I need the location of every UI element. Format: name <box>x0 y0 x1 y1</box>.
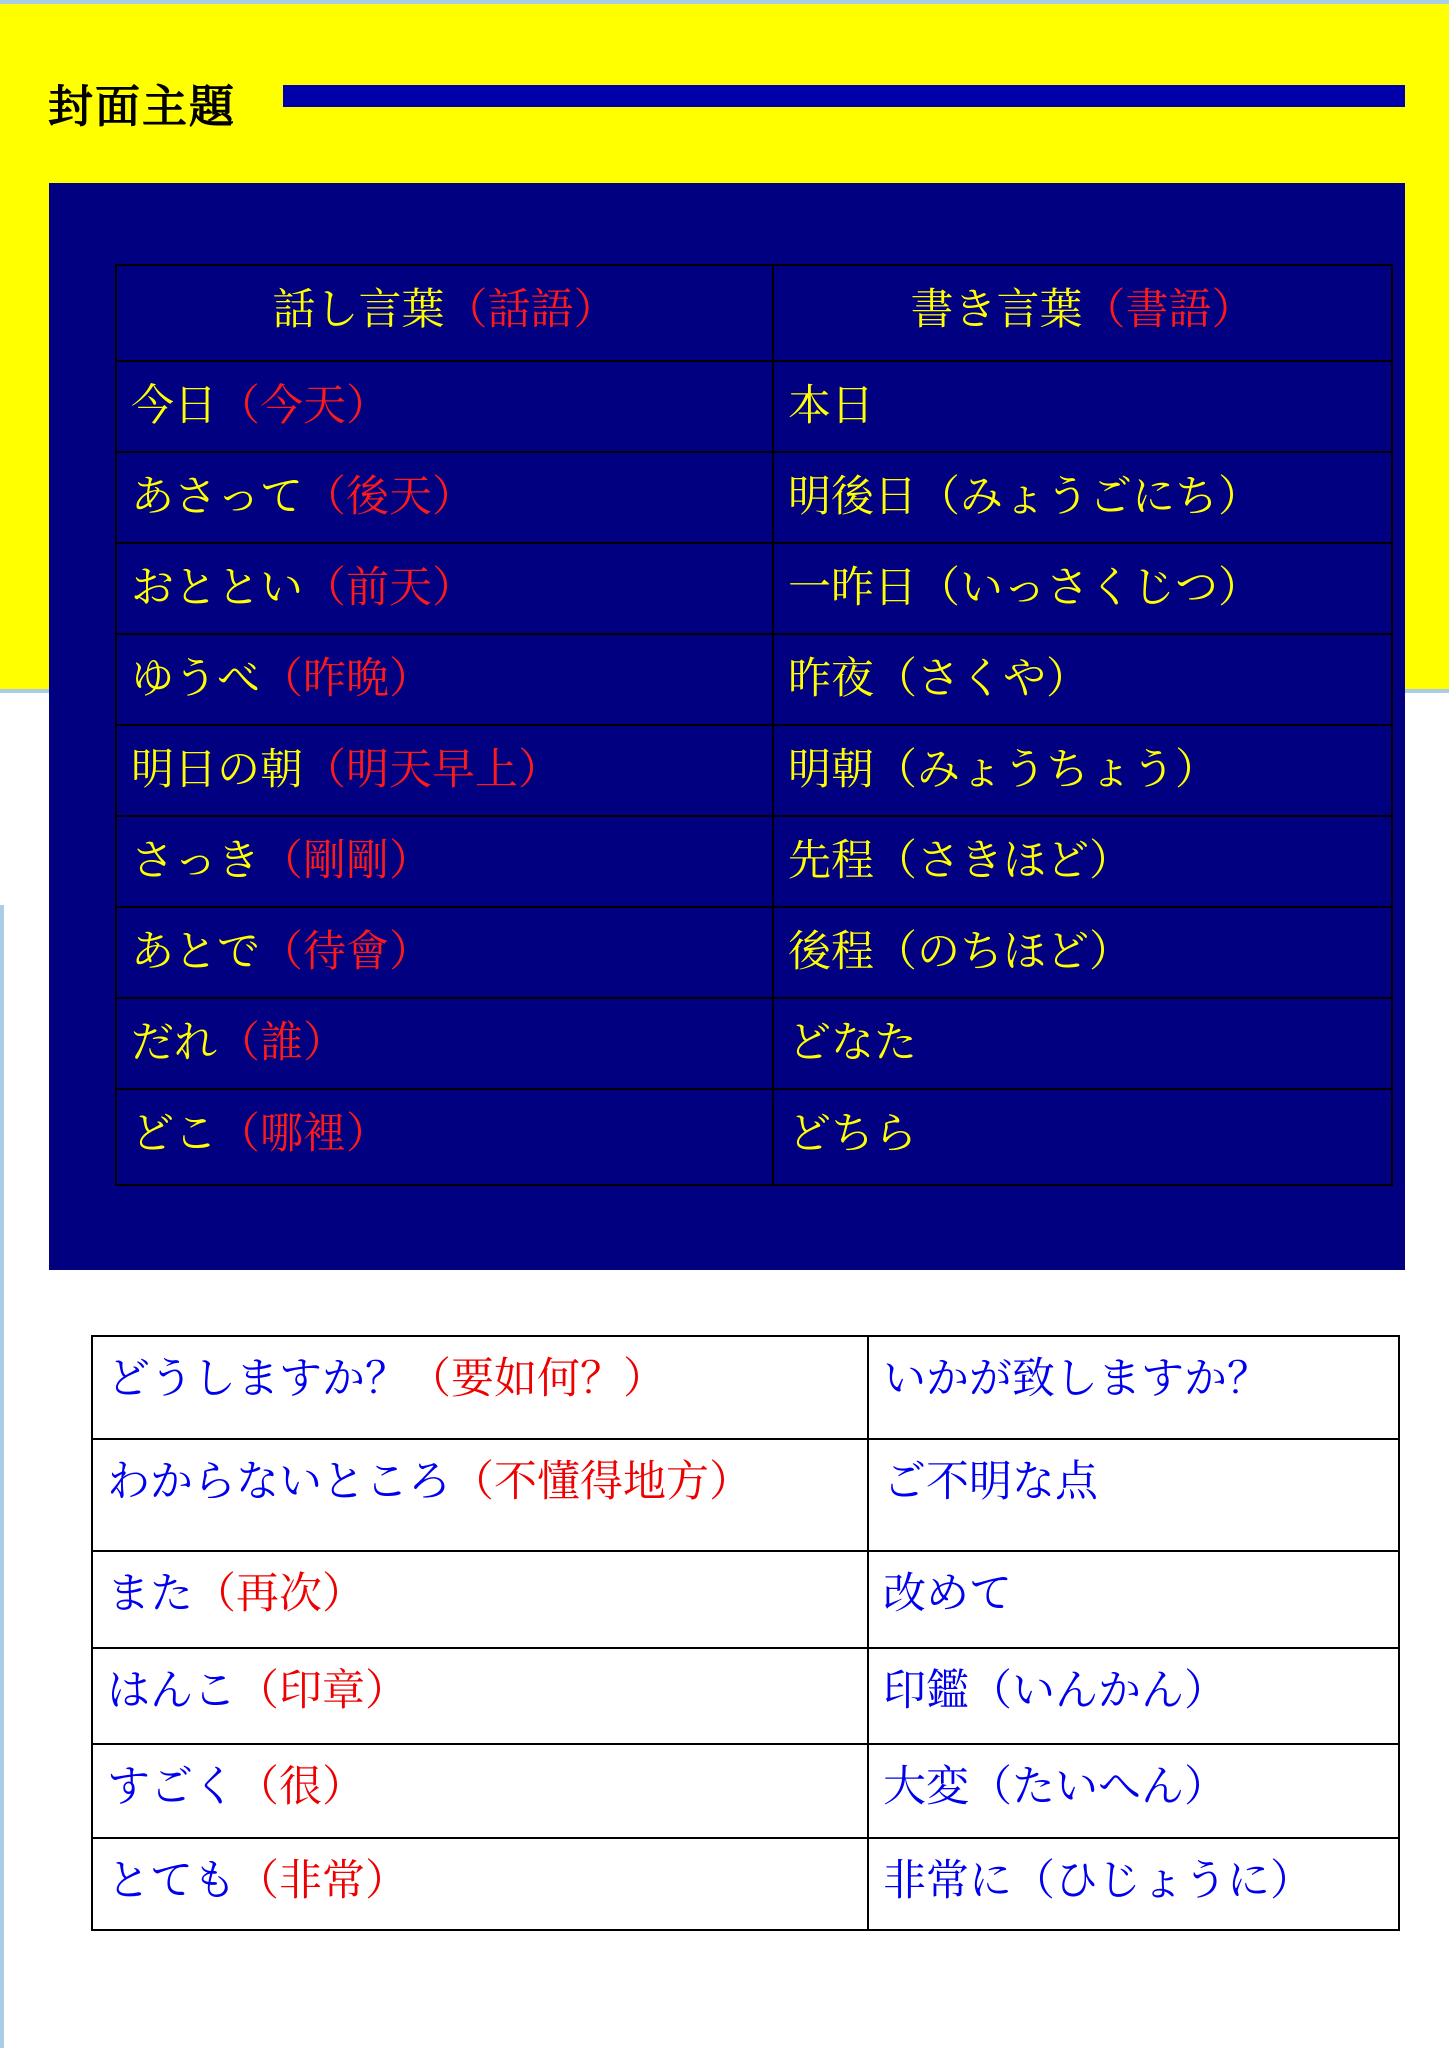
spoken-word: どこ <box>131 1109 217 1159</box>
written-cell: 一昨日（いっさくじつ） <box>773 543 1392 634</box>
spoken-word: わからないところ <box>107 1457 451 1507</box>
written-cell: どちら <box>773 1089 1392 1185</box>
spoken-word: さっき <box>131 836 260 886</box>
written-cell: ご不明な点 <box>868 1439 1399 1551</box>
page-title: 封面主題 <box>48 80 237 133</box>
chinese-translation: （前天） <box>303 563 475 613</box>
spoken-word: 今日 <box>131 381 217 431</box>
table-row <box>92 1648 1399 1744</box>
spoken-cell <box>92 1838 868 1930</box>
table-row <box>116 543 1392 634</box>
spoken-cell <box>116 634 773 725</box>
header-zh: （話語） <box>444 285 617 335</box>
spoken-word: すごく <box>107 1762 236 1812</box>
table-row <box>116 361 1392 452</box>
spoken-word: とても <box>107 1856 236 1906</box>
table-row <box>116 452 1392 543</box>
written-cell: どなた <box>773 998 1392 1089</box>
table-row <box>116 634 1392 725</box>
written-cell: 大変（たいへん） <box>868 1744 1399 1838</box>
header-spoken <box>116 265 773 361</box>
table-row <box>116 998 1392 1089</box>
header-jp: 話し言葉 <box>272 285 445 335</box>
written-cell: 明後日（みょうごにち） <box>773 452 1392 543</box>
spoken-written-table <box>115 264 1393 1186</box>
chinese-translation: （今天） <box>217 381 389 431</box>
written-cell: 非常に（ひじょうに） <box>868 1838 1399 1930</box>
table-row <box>92 1336 1399 1439</box>
written-cell: 改めて <box>868 1551 1399 1648</box>
written-cell: 昨夜（さくや） <box>773 634 1392 725</box>
chinese-translation: （要如何？） <box>408 1354 666 1404</box>
spoken-cell <box>116 725 773 816</box>
table-header-row <box>116 265 1392 361</box>
spoken-cell <box>116 361 773 452</box>
table-row <box>92 1744 1399 1838</box>
chinese-translation: （誰） <box>217 1018 346 1068</box>
spoken-cell <box>116 816 773 907</box>
written-cell: 本日 <box>773 361 1392 452</box>
spoken-cell <box>116 1089 773 1185</box>
chinese-translation: （後天） <box>303 472 475 522</box>
chinese-translation: （剛剛） <box>260 836 432 886</box>
written-cell: 明朝（みょうちょう） <box>773 725 1392 816</box>
written-cell: いかが致しますか？ <box>868 1336 1399 1439</box>
spoken-word: おととい <box>131 563 303 613</box>
spoken-cell <box>92 1744 868 1838</box>
table-row <box>116 1089 1392 1185</box>
header-written <box>773 265 1392 361</box>
table-row <box>116 816 1392 907</box>
title-underline-bar <box>283 85 1405 107</box>
spoken-cell <box>116 543 773 634</box>
chinese-translation: （非常） <box>236 1856 408 1906</box>
spoken-word: あとで <box>131 927 260 977</box>
table-row <box>92 1838 1399 1930</box>
chinese-translation: （再次） <box>193 1569 365 1619</box>
spoken-word: 明日の朝 <box>131 745 303 795</box>
spoken-cell <box>116 907 773 998</box>
spoken-word: あさって <box>131 472 303 522</box>
chinese-translation: （很） <box>236 1762 365 1812</box>
spoken-word: ゆうべ <box>131 654 260 704</box>
spoken-word: だれ <box>131 1018 217 1068</box>
table-row <box>92 1439 1399 1551</box>
written-cell: 先程（さきほど） <box>773 816 1392 907</box>
written-cell: 印鑑（いんかん） <box>868 1648 1399 1744</box>
table-row <box>92 1551 1399 1648</box>
chinese-translation: （印章） <box>236 1666 408 1716</box>
chinese-translation: （哪裡） <box>217 1109 389 1159</box>
chinese-translation: （明天早上） <box>303 745 561 795</box>
spoken-cell <box>92 1648 868 1744</box>
spoken-cell <box>116 452 773 543</box>
table-row <box>116 725 1392 816</box>
spoken-cell <box>92 1336 868 1439</box>
chinese-translation: （待會） <box>260 927 432 977</box>
header-jp: 書き言葉 <box>910 285 1083 335</box>
spoken-cell <box>116 998 773 1089</box>
left-margin-rule <box>0 905 4 2048</box>
spoken-cell <box>92 1551 868 1648</box>
spoken-cell <box>92 1439 868 1551</box>
spoken-word: どうしますか？ <box>107 1354 408 1404</box>
written-cell: 後程（のちほど） <box>773 907 1392 998</box>
header-zh: （書語） <box>1082 285 1255 335</box>
chinese-translation: （昨晩） <box>260 654 432 704</box>
spoken-word: はんこ <box>107 1666 236 1716</box>
polite-expression-table <box>91 1335 1400 1931</box>
table-row <box>116 907 1392 998</box>
spoken-word: また <box>107 1569 193 1619</box>
chinese-translation: （不懂得地方） <box>451 1457 752 1507</box>
